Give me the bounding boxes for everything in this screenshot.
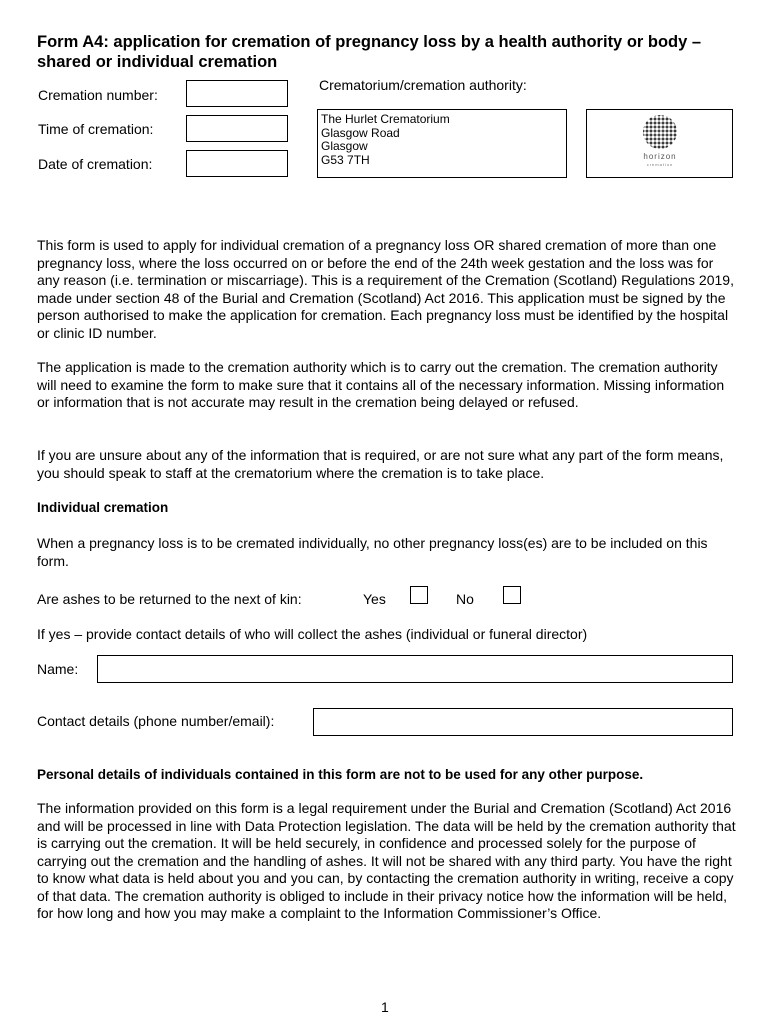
- name-field[interactable]: [97, 655, 733, 683]
- yes-label: Yes: [363, 591, 386, 607]
- intro-paragraph-3: If you are unsure about any of the information that is required, or are not sure what any part of the form means, you should speak to staff at the crematorium where the cremation is to take place.: [37, 447, 724, 481]
- no-checkbox[interactable]: [503, 586, 521, 604]
- privacy-heading: Personal details of individuals contained in this form are not to be used for any other purpose.: [37, 767, 644, 782]
- logo-mark-icon: [643, 115, 677, 149]
- address-line: G53 7TH: [321, 152, 370, 167]
- contact-instruction: If yes – provide contact details of who will collect the ashes (individual or funeral director): [37, 626, 588, 642]
- privacy-body: The information provided on this form is a legal requirement under the Burial and Cremation (Scotland) Act 2016 and will be processed in line with Data Protection legislation. The data will be held by the cremation authority that is carrying out the cremation. It will be held securely, in confidence and processed solely for the purpose of carrying out the cremation and the handling of ashes. It will not be shared with any third party. You have the right to know what data is held about you and you can, by contacting the cremation authority in writing, receive a copy of that data. The cremation authority is obliged to include in their privacy notice how the information will be held, for how long and how you may make a complaint to the Information Commissioner’s Office.: [37, 800, 736, 921]
- page-number: 1: [381, 999, 389, 1015]
- logo-subtext: cremation: [646, 162, 674, 167]
- address-line: Glasgow: [321, 139, 368, 153]
- intro-paragraph-1: This form is used to apply for individual cremation of a pregnancy loss OR shared cremation of more than one pregnancy loss, where the loss occurred on or before the end of the 24th week gestation and the loss was for any reason (i.e. termination or miscarriage). This is a requirement of the Cremation (Scotland) Regulations 2019, made under section 48 of the Burial and Cremation (Scotland) Act 2016. This application must be signed by the person authorised to make the application for cremation. Each pregnancy loss must be identified by the hospital or clinic ID number.: [37, 237, 734, 341]
- ashes-question: Are ashes to be returned to the next of kin:: [37, 591, 302, 607]
- horizon-logo: [617, 110, 703, 179]
- contact-details-field[interactable]: [313, 708, 733, 736]
- no-label: No: [456, 591, 474, 607]
- form-title: Form A4: application for cremation of pregnancy loss by a health authority or body – shared or individual cremation: [37, 33, 702, 71]
- crematorium-label: Crematorium/cremation authority:: [319, 77, 527, 93]
- date-of-cremation-label: Date of cremation:: [38, 156, 153, 172]
- contact-details-label: Contact details (phone number/email):: [37, 713, 275, 729]
- individual-cremation-heading: Individual cremation: [37, 500, 169, 515]
- address-line: Glasgow Road: [321, 125, 400, 140]
- individual-cremation-description: When a pregnancy loss is to be cremated individually, no other pregnancy loss(es) are to be included on this form.: [37, 535, 708, 569]
- crematorium-address: [317, 109, 567, 178]
- date-of-cremation-field[interactable]: [186, 150, 288, 177]
- time-of-cremation-label: Time of cremation:: [38, 121, 154, 137]
- address-line: The Hurlet Crematorium: [321, 112, 450, 126]
- yes-checkbox[interactable]: [410, 586, 428, 604]
- crematorium-logo-box: [586, 109, 733, 178]
- intro-paragraph-2: The application is made to the cremation authority which is to carry out the cremation. The cremation authority will need to examine the form to make sure that it contains all of the necessary information. Missing information or information that is not accurate may result in the cremation being delayed or refused.: [37, 359, 725, 410]
- time-of-cremation-field[interactable]: [186, 115, 288, 142]
- name-label: Name:: [37, 661, 79, 677]
- logo-text: horizon: [643, 152, 677, 161]
- cremation-number-field[interactable]: [186, 80, 288, 107]
- cremation-number-label: Cremation number:: [38, 87, 158, 103]
